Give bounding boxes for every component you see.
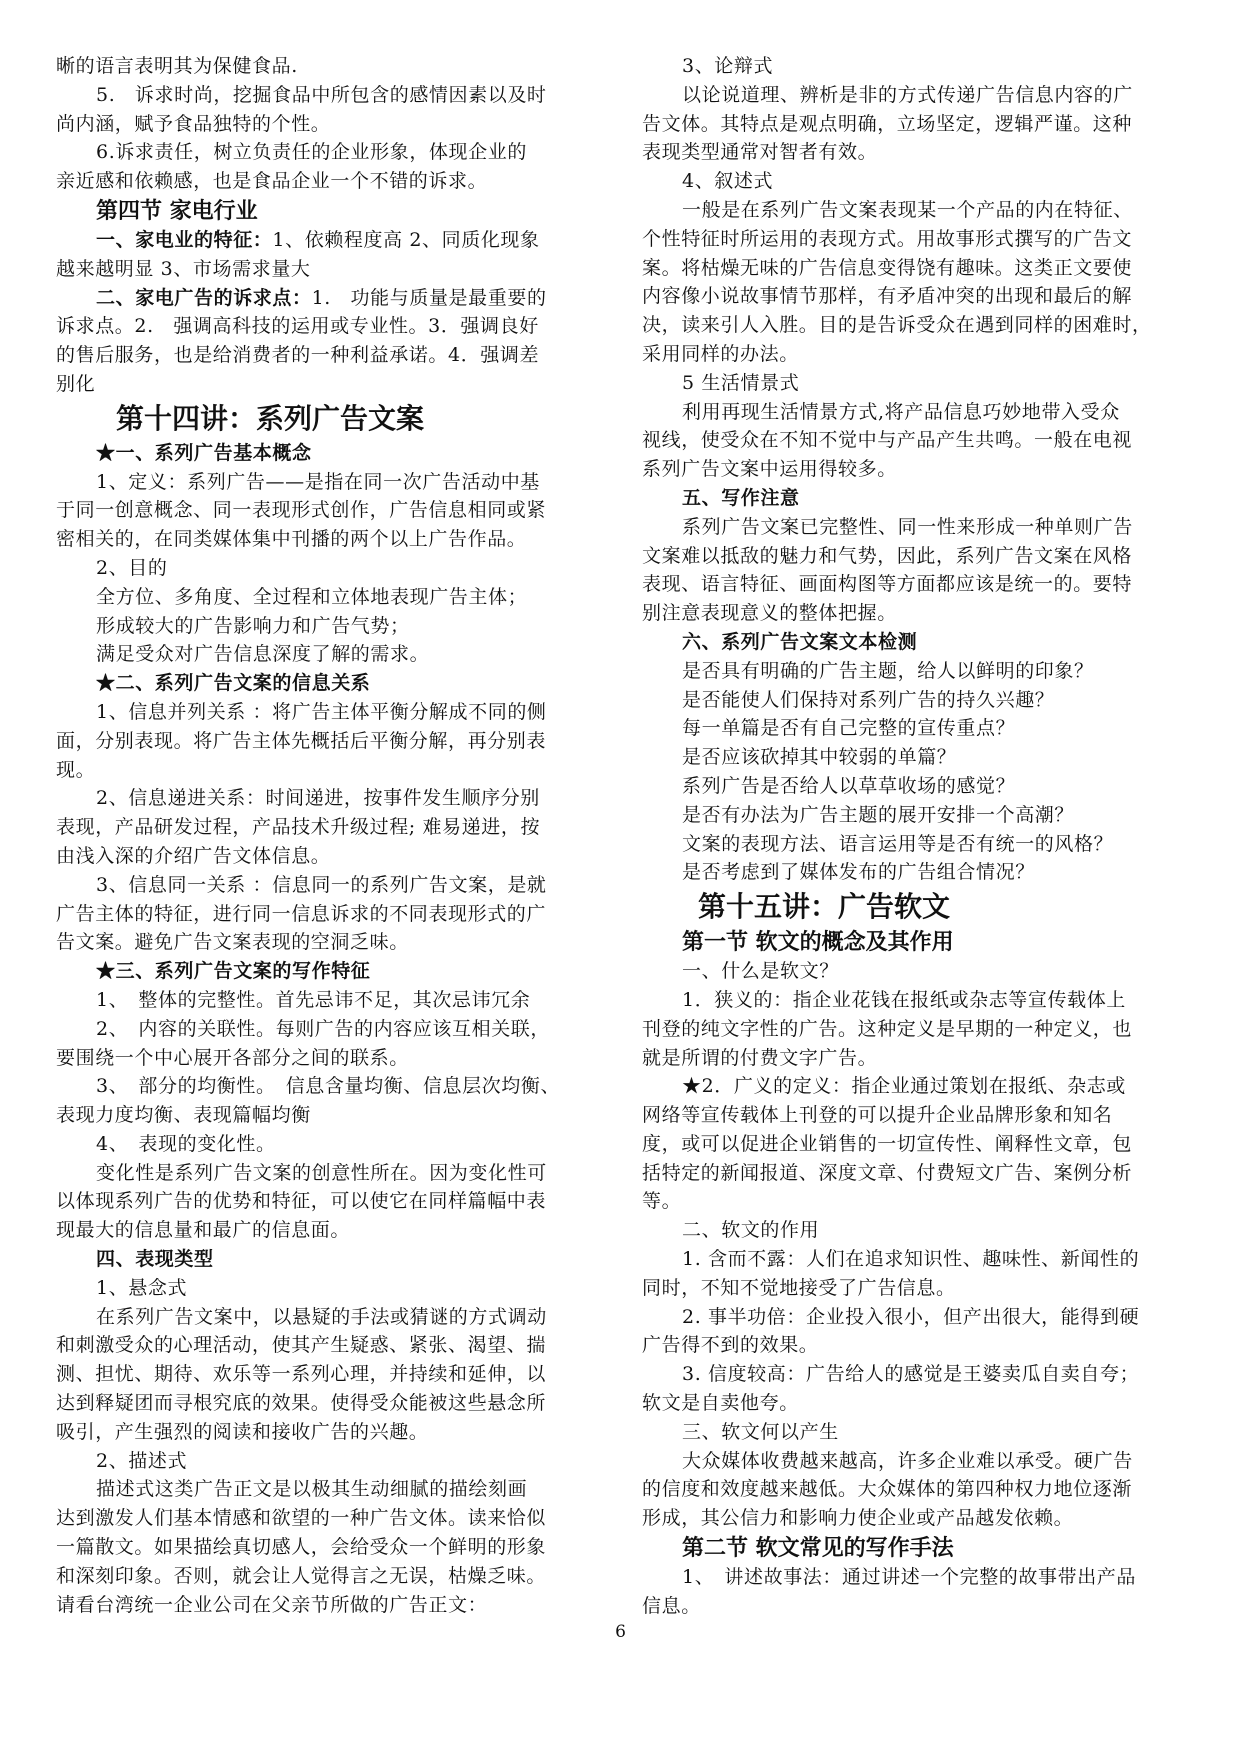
text-line: 1、信息并列关系 ：将广告主体平衡分解成不同的侧 bbox=[96, 700, 547, 723]
text-line: 度，或可以促进企业销售的一切宣传性、阐释性文章，包 bbox=[642, 1132, 1133, 1155]
text-line: 4、 表现的变化性。 bbox=[96, 1132, 276, 1155]
text-line: 同时，不知不觉地接受了广告信息。 bbox=[642, 1276, 956, 1299]
text-line: 系列广告是否给人以草草收场的感觉？ bbox=[682, 774, 1016, 797]
text-line: 二、家电广告的诉求点：1. 功能与质量是最重要的 bbox=[96, 286, 547, 309]
text-line: 3、 部分的均衡性。 信息含量均衡、信息层次均衡、 bbox=[96, 1075, 561, 1098]
text-line: 刊登的纯文字性的广告。这种定义是早期的一种定义，也 bbox=[642, 1017, 1133, 1040]
text-line: 别化 bbox=[56, 372, 96, 395]
text-line: 的售后服务，也是给消费者的一种利益承诺。4．强调差 bbox=[56, 344, 540, 367]
text-line: 满足受众对广告信息深度了解的需求。 bbox=[96, 643, 430, 666]
text-line: 就是所谓的付费文字广告。 bbox=[642, 1046, 878, 1069]
text-line: 1、定义：系列广告——是指在同一次广告活动中基 bbox=[96, 470, 540, 493]
text-line: 现。 bbox=[56, 758, 96, 781]
text-line: 面，分别表现。将广告主体先概括后平衡分解，再分别表 bbox=[56, 729, 547, 752]
text-line: 描述式这类广告正文是以极其生动细腻的描绘刻画 bbox=[96, 1478, 528, 1501]
text-line: 4、叙述式 bbox=[682, 170, 774, 193]
text-line: 现最大的信息量和最广的信息面。 bbox=[56, 1219, 351, 1242]
text-line: 和深刻印象。否则，就会让人觉得言之无误，枯燥乏味。 bbox=[56, 1564, 547, 1587]
text-line: 全方位、多角度、全过程和立体地表现广告主体； bbox=[96, 585, 528, 608]
text-line: 以论说道理、辨析是非的方式传递广告信息内容的广 bbox=[682, 83, 1133, 106]
text-line: 系列广告文案中运用得较多。 bbox=[642, 458, 897, 481]
text-line: 是否考虑到了媒体发布的广告组合情况？ bbox=[682, 861, 1035, 884]
text-line: 括特定的新闻报道、深度文章、付费短文广告、案例分析 bbox=[642, 1161, 1133, 1184]
text-line: 每一单篇是否有自己完整的宣传重点？ bbox=[682, 717, 1016, 740]
text-line: 利用再现生活情景方式,将产品信息巧妙地带入受众 bbox=[682, 400, 1120, 423]
text-line: 3、信息同一关系 ：信息同一的系列广告文案，是就 bbox=[96, 873, 547, 896]
text-line: 1. 含而不露：人们在追求知识性、趣味性、新闻性的 bbox=[682, 1248, 1140, 1271]
left-column bbox=[56, 52, 614, 1619]
text-line: 内容像小说故事情节那样，有矛盾冲突的出现和最后的解 bbox=[642, 285, 1133, 308]
text-line: 亲近感和依赖感，也是食品企业一个不错的诉求。 bbox=[56, 170, 488, 193]
section-heading: ★一、系列广告基本概念 bbox=[96, 441, 312, 464]
text-line: 一篇散文。如果描绘真切感人，会给受众一个鲜明的形象 bbox=[56, 1536, 547, 1559]
text-line: 表现力度均衡、表现篇幅均衡 bbox=[56, 1104, 311, 1127]
text-line: 表现类型通常对智者有效。 bbox=[642, 141, 878, 164]
text-line: 诉求点。2. 强调高科技的运用或专业性。3．强调良好 bbox=[56, 315, 539, 338]
text-line: 1、悬念式 bbox=[96, 1276, 188, 1299]
text-line: 一般是在系列广告文案表现某一个产品的内在特征、 bbox=[682, 198, 1133, 221]
text-line: 密相关的，在同类媒体集中刊播的两个以上广告作品。 bbox=[56, 528, 527, 551]
text-line: 达到释疑团而寻根究底的效果。使得受众能被这些悬念所 bbox=[56, 1392, 547, 1415]
text-line: 网络等宣传载体上刊登的可以提升企业品牌形象和知名 bbox=[642, 1104, 1113, 1127]
text-line: 6.诉求责任，树立负责任的企业形象，体现企业的 bbox=[96, 141, 527, 164]
text-line: 在系列广告文案中，以悬疑的手法或猜谜的方式调动 bbox=[96, 1305, 547, 1328]
section-heading: ★三、系列广告文案的写作特征 bbox=[96, 960, 371, 983]
label-lead: 一、家电业的特征： bbox=[96, 228, 273, 251]
lecture-title: 第十五讲：广告软文 bbox=[698, 890, 951, 924]
text-line: 信息。 bbox=[642, 1594, 701, 1617]
text-line: 广告主体的特征，进行同一信息诉求的不同表现形式的广 bbox=[56, 902, 547, 925]
right-column bbox=[642, 52, 1182, 1621]
text-line: 文案难以抵敌的魅力和气势，因此，系列广告文案在风格 bbox=[642, 544, 1133, 567]
text-line: 达到激发人们基本情感和欲望的一种广告文体。读来恰似 bbox=[56, 1507, 547, 1530]
text-line: 别注意表现意义的整体把握。 bbox=[642, 602, 897, 625]
text-line: 2、目的 bbox=[96, 556, 168, 579]
text-line: 2. 事半功倍：企业投入很小，但产出很大，能得到硬 bbox=[682, 1305, 1140, 1328]
text-line: 是否应该砍掉其中较弱的单篇？ bbox=[682, 746, 957, 769]
text-line: 告文体。其特点是观点明确，立场坚定，逻辑严谨。这种 bbox=[642, 112, 1133, 135]
text-line: ★2．广义的定义：指企业通过策划在报纸、杂志或 bbox=[682, 1075, 1126, 1098]
text-line: 5 生活情景式 bbox=[682, 371, 800, 394]
text-line: 表现、语言特征、画面构图等方面都应该是统一的。要特 bbox=[642, 573, 1133, 596]
text-line: 系列广告文案已完整性、同一性来形成一种单则广告 bbox=[682, 515, 1133, 538]
lecture-title: 第十四讲：系列广告文案 bbox=[116, 401, 425, 435]
text-line: 5. 诉求时尚，挖掘食品中所包含的感情因素以及时 bbox=[96, 83, 547, 106]
text-line: 2、信息递进关系：时间递进，按事件发生顺序分别 bbox=[96, 787, 540, 810]
section-heading: 六、系列广告文案文本检测 bbox=[682, 630, 918, 653]
text-line: 决，读来引人入胜。目的是告诉受众在遇到同样的困难时， bbox=[642, 314, 1152, 337]
text-line: 采用同样的办法。 bbox=[642, 342, 799, 365]
section-heading: ★二、系列广告文案的信息关系 bbox=[96, 672, 371, 695]
text-line: 于同一创意概念、同一表现形式创作，广告信息相同或紧 bbox=[56, 499, 547, 522]
text-line: 表现，产品研发过程，产品技术升级过程; 难易递进，按 bbox=[56, 816, 541, 839]
text-line: 和刺激受众的心理活动，使其产生疑惑、紧张、渴望、揣 bbox=[56, 1334, 547, 1357]
text-line: 由浅入深的介绍广告文体信息。 bbox=[56, 844, 331, 867]
text-line: 是否有办法为广告主题的展开安排一个高潮？ bbox=[682, 803, 1075, 826]
text-line: 2、 内容的关联性。每则广告的内容应该互相关联， bbox=[96, 1017, 550, 1040]
text-line: 1、 讲述故事法：通过讲述一个完整的故事带出产品 bbox=[682, 1566, 1136, 1589]
text-line: 1．狭义的：指企业花钱在报纸或杂志等宣传载体上 bbox=[682, 988, 1126, 1011]
text-line: 个性特征时所运用的表现方式。用故事形式撰写的广告文 bbox=[642, 227, 1133, 250]
section-heading: 四、表现类型 bbox=[96, 1248, 214, 1271]
text-line: 越来越明显 3、市场需求量大 bbox=[56, 257, 311, 280]
section-title: 第一节 软文的概念及其作用 bbox=[682, 929, 954, 956]
text-line: 是否具有明确的广告主题，给人以鲜明的印象？ bbox=[682, 659, 1094, 682]
section-title: 第四节 家电行业 bbox=[96, 197, 258, 224]
text-line: 要围绕一个中心展开各部分之间的联系。 bbox=[56, 1046, 409, 1069]
text-line: 形成，其公信力和影响力使企业或产品越发依赖。 bbox=[642, 1507, 1074, 1530]
text-line: 三、软文何以产生 bbox=[682, 1420, 839, 1443]
text-line: 案。将枯燥无味的广告信息变得饶有趣味。这类正文要使 bbox=[642, 256, 1133, 279]
text-line: 吸引，产生强烈的阅读和接收广告的兴趣。 bbox=[56, 1420, 429, 1443]
text-line: 请看台湾统一企业公司在父亲节所做的广告正文： bbox=[56, 1593, 488, 1616]
text-line: 软文是自卖他夸。 bbox=[642, 1392, 799, 1415]
text-line: 3、论辩式 bbox=[682, 55, 774, 77]
text-line: 一、家电业的特征：1、依赖程度高 2、同质化现象 bbox=[96, 228, 540, 251]
text-line: 测、担忧、期待、欢乐等一系列心理，并持续和延伸，以 bbox=[56, 1363, 547, 1386]
text-line: 尚内涵，赋予食品独特的个性。 bbox=[56, 112, 331, 135]
text-line: 是否能使人们保持对系列广告的持久兴趣？ bbox=[682, 688, 1055, 711]
text-line: 大众媒体收费越来越高，许多企业难以承受。硬广告 bbox=[682, 1449, 1133, 1472]
text-line: 晰的语言表明其为保健食品. bbox=[56, 55, 298, 77]
text-line: 二、软文的作用 bbox=[682, 1219, 820, 1242]
text-line: 变化性是系列广告文案的创意性所在。因为变化性可 bbox=[96, 1161, 547, 1184]
text-line: 文案的表现方法、语言运用等是否有统一的风格？ bbox=[682, 832, 1114, 855]
page-number: 6 bbox=[615, 1622, 626, 1642]
text-line: 告文案。避免广告文案表现的空洞乏味。 bbox=[56, 931, 409, 954]
text-line: 2、描述式 bbox=[96, 1449, 188, 1472]
text-line: 等。 bbox=[642, 1190, 682, 1213]
text-line: 1、 整体的完整性。首先忌讳不足，其次忌讳冗余 bbox=[96, 988, 531, 1011]
text-line: 以体现系列广告的优势和特征，可以使它在同样篇幅中表 bbox=[56, 1190, 547, 1213]
text-line: 视线，使受众在不知不觉中与产品产生共鸣。一般在电视 bbox=[642, 429, 1133, 452]
text-line: 一、什么是软文？ bbox=[682, 960, 839, 983]
text-line: 形成较大的广告影响力和广告气势； bbox=[96, 614, 410, 637]
label-lead: 二、家电广告的诉求点： bbox=[96, 286, 312, 309]
section-title: 第二节 软文常见的写作手法 bbox=[682, 1535, 954, 1562]
text-line: 3. 信度较高：广告给人的感觉是王婆卖瓜自卖自夸； bbox=[682, 1363, 1140, 1386]
section-heading: 五、写作注意 bbox=[682, 486, 800, 509]
text-line: 广告得不到的效果。 bbox=[642, 1334, 819, 1357]
text-line: 的信度和效度越来越低。大众媒体的第四种权力地位逐渐 bbox=[642, 1478, 1133, 1501]
